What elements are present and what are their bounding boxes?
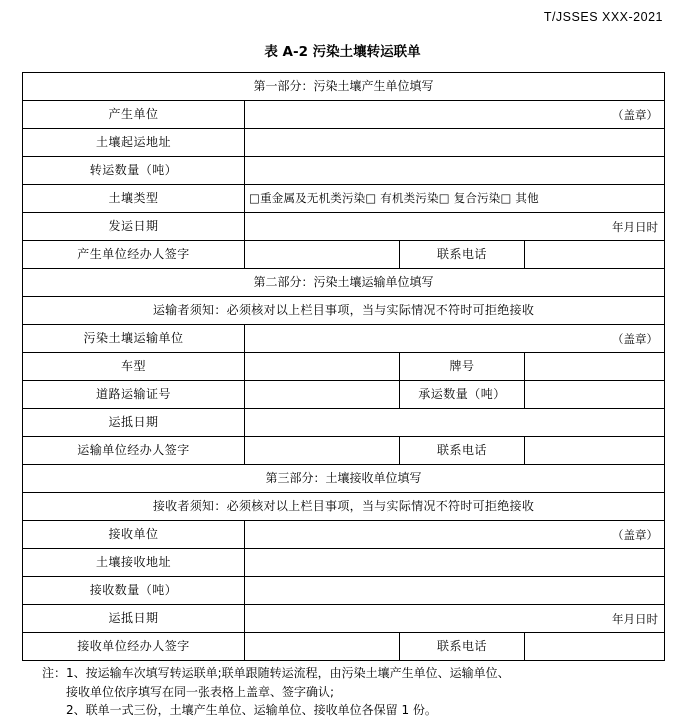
label-transport-unit: 污染土壤运输单位 — [23, 325, 245, 353]
label-transfer-quantity: 转运数量（吨） — [23, 157, 245, 185]
field-vehicle-type[interactable] — [245, 353, 400, 381]
table-row — [23, 493, 665, 521]
table-row — [23, 185, 665, 213]
field-produce-unit-signature[interactable] — [245, 241, 400, 269]
field-transport-contact-phone[interactable] — [525, 437, 665, 465]
note-line-2: 接收单位依序填写在同一张表格上盖章、签字确认; — [66, 684, 335, 699]
label-transport-contact-phone: 联系电话 — [400, 437, 525, 465]
table-row — [23, 549, 665, 577]
field-transfer-quantity[interactable] — [245, 157, 665, 185]
stamp-hint-produce-unit: （盖章） — [612, 107, 659, 122]
table-row — [23, 633, 665, 661]
label-plate-number: 牌号 — [400, 353, 525, 381]
label-arrival-date: 运抵日期 — [23, 409, 245, 437]
field-arrival-date[interactable] — [245, 409, 665, 437]
field-produce-unit[interactable] — [245, 101, 665, 129]
field-soil-receive-address[interactable] — [245, 549, 665, 577]
field-transport-unit[interactable] — [245, 325, 665, 353]
field-transport-unit-signature[interactable] — [245, 437, 400, 465]
note-line-3: 2、联单一式三份，土壤产生单位、运输单位、接收单位各保留 1 份。 — [66, 703, 437, 718]
label-receive-unit: 接收单位 — [23, 521, 245, 549]
note-line-1: 注：1、按运输车次填写转运联单;联单跟随转运流程，由污染土壤产生单位、运输单位、 — [42, 666, 510, 680]
field-receive-unit[interactable] — [245, 521, 665, 549]
section-band-part2: 第二部分：污染土壤运输单位填写 — [23, 269, 665, 297]
table-row — [23, 521, 665, 549]
section-band-part1: 第一部分：污染土壤产生单位填写 — [23, 73, 665, 101]
table-row — [23, 213, 665, 241]
field-carried-quantity[interactable] — [525, 381, 665, 409]
table-row — [23, 297, 665, 325]
field-produce-contact-phone[interactable] — [525, 241, 665, 269]
field-road-transport-license[interactable] — [245, 381, 400, 409]
field-receive-quantity[interactable] — [245, 577, 665, 605]
table-row — [23, 465, 665, 493]
label-receive-contact-phone: 联系电话 — [400, 633, 525, 661]
field-receive-arrival-date[interactable] — [245, 605, 665, 633]
field-soil-type-options[interactable]: □重金属及无机类污染□ 有机类污染□ 复合污染□ 其他 — [245, 185, 665, 213]
standard-code: T/JSSES XXX-2021 — [543, 10, 663, 24]
label-produce-unit: 产生单位 — [23, 101, 245, 129]
field-plate-number[interactable] — [525, 353, 665, 381]
field-receive-unit-signature[interactable] — [245, 633, 400, 661]
date-format-hint-receive: 年月日时 — [612, 611, 659, 626]
label-soil-type: 土壤类型 — [23, 185, 245, 213]
table-row — [23, 605, 665, 633]
table-row — [23, 241, 665, 269]
table-row — [23, 129, 665, 157]
table-row — [23, 381, 665, 409]
table-row — [23, 409, 665, 437]
table-row — [23, 73, 665, 101]
field-dispatch-date[interactable] — [245, 213, 665, 241]
table-row — [23, 577, 665, 605]
table-row — [23, 437, 665, 465]
table-row — [23, 353, 665, 381]
table-row — [23, 269, 665, 297]
label-transport-unit-signature: 运输单位经办人签字 — [23, 437, 245, 465]
table-row — [23, 101, 665, 129]
page-title: 表 A-2 污染土壤转运联单 — [264, 44, 421, 60]
date-format-hint-dispatch: 年月日时 — [612, 219, 659, 234]
label-dispatch-date: 发运日期 — [23, 213, 245, 241]
label-soil-origin-address: 土壤起运地址 — [23, 129, 245, 157]
field-receive-contact-phone[interactable] — [525, 633, 665, 661]
label-carried-quantity: 承运数量（吨） — [400, 381, 525, 409]
notice-receiver: 接收者须知：必须核对以上栏目事项，当与实际情况不符时可拒绝接收 — [23, 493, 665, 521]
field-soil-origin-address[interactable] — [245, 129, 665, 157]
label-receive-arrival-date: 运抵日期 — [23, 605, 245, 633]
label-soil-receive-address: 土壤接收地址 — [23, 549, 245, 577]
section-band-part3: 第三部分：土壤接收单位填写 — [23, 465, 665, 493]
stamp-hint-receive-unit: （盖章） — [612, 527, 659, 542]
stamp-hint-transport-unit: （盖章） — [612, 331, 659, 346]
label-produce-unit-signature: 产生单位经办人签字 — [23, 241, 245, 269]
notice-transporter: 运输者须知：必须核对以上栏目事项，当与实际情况不符时可拒绝接收 — [23, 297, 665, 325]
label-receive-quantity: 接收数量（吨） — [23, 577, 245, 605]
label-vehicle-type: 车型 — [23, 353, 245, 381]
table-row — [23, 157, 665, 185]
label-road-transport-license: 道路运输证号 — [23, 381, 245, 409]
table-row — [23, 325, 665, 353]
label-receive-unit-signature: 接收单位经办人签字 — [23, 633, 245, 661]
form-notes — [42, 664, 662, 720]
transfer-manifest-table — [22, 72, 665, 661]
label-produce-contact-phone: 联系电话 — [400, 241, 525, 269]
